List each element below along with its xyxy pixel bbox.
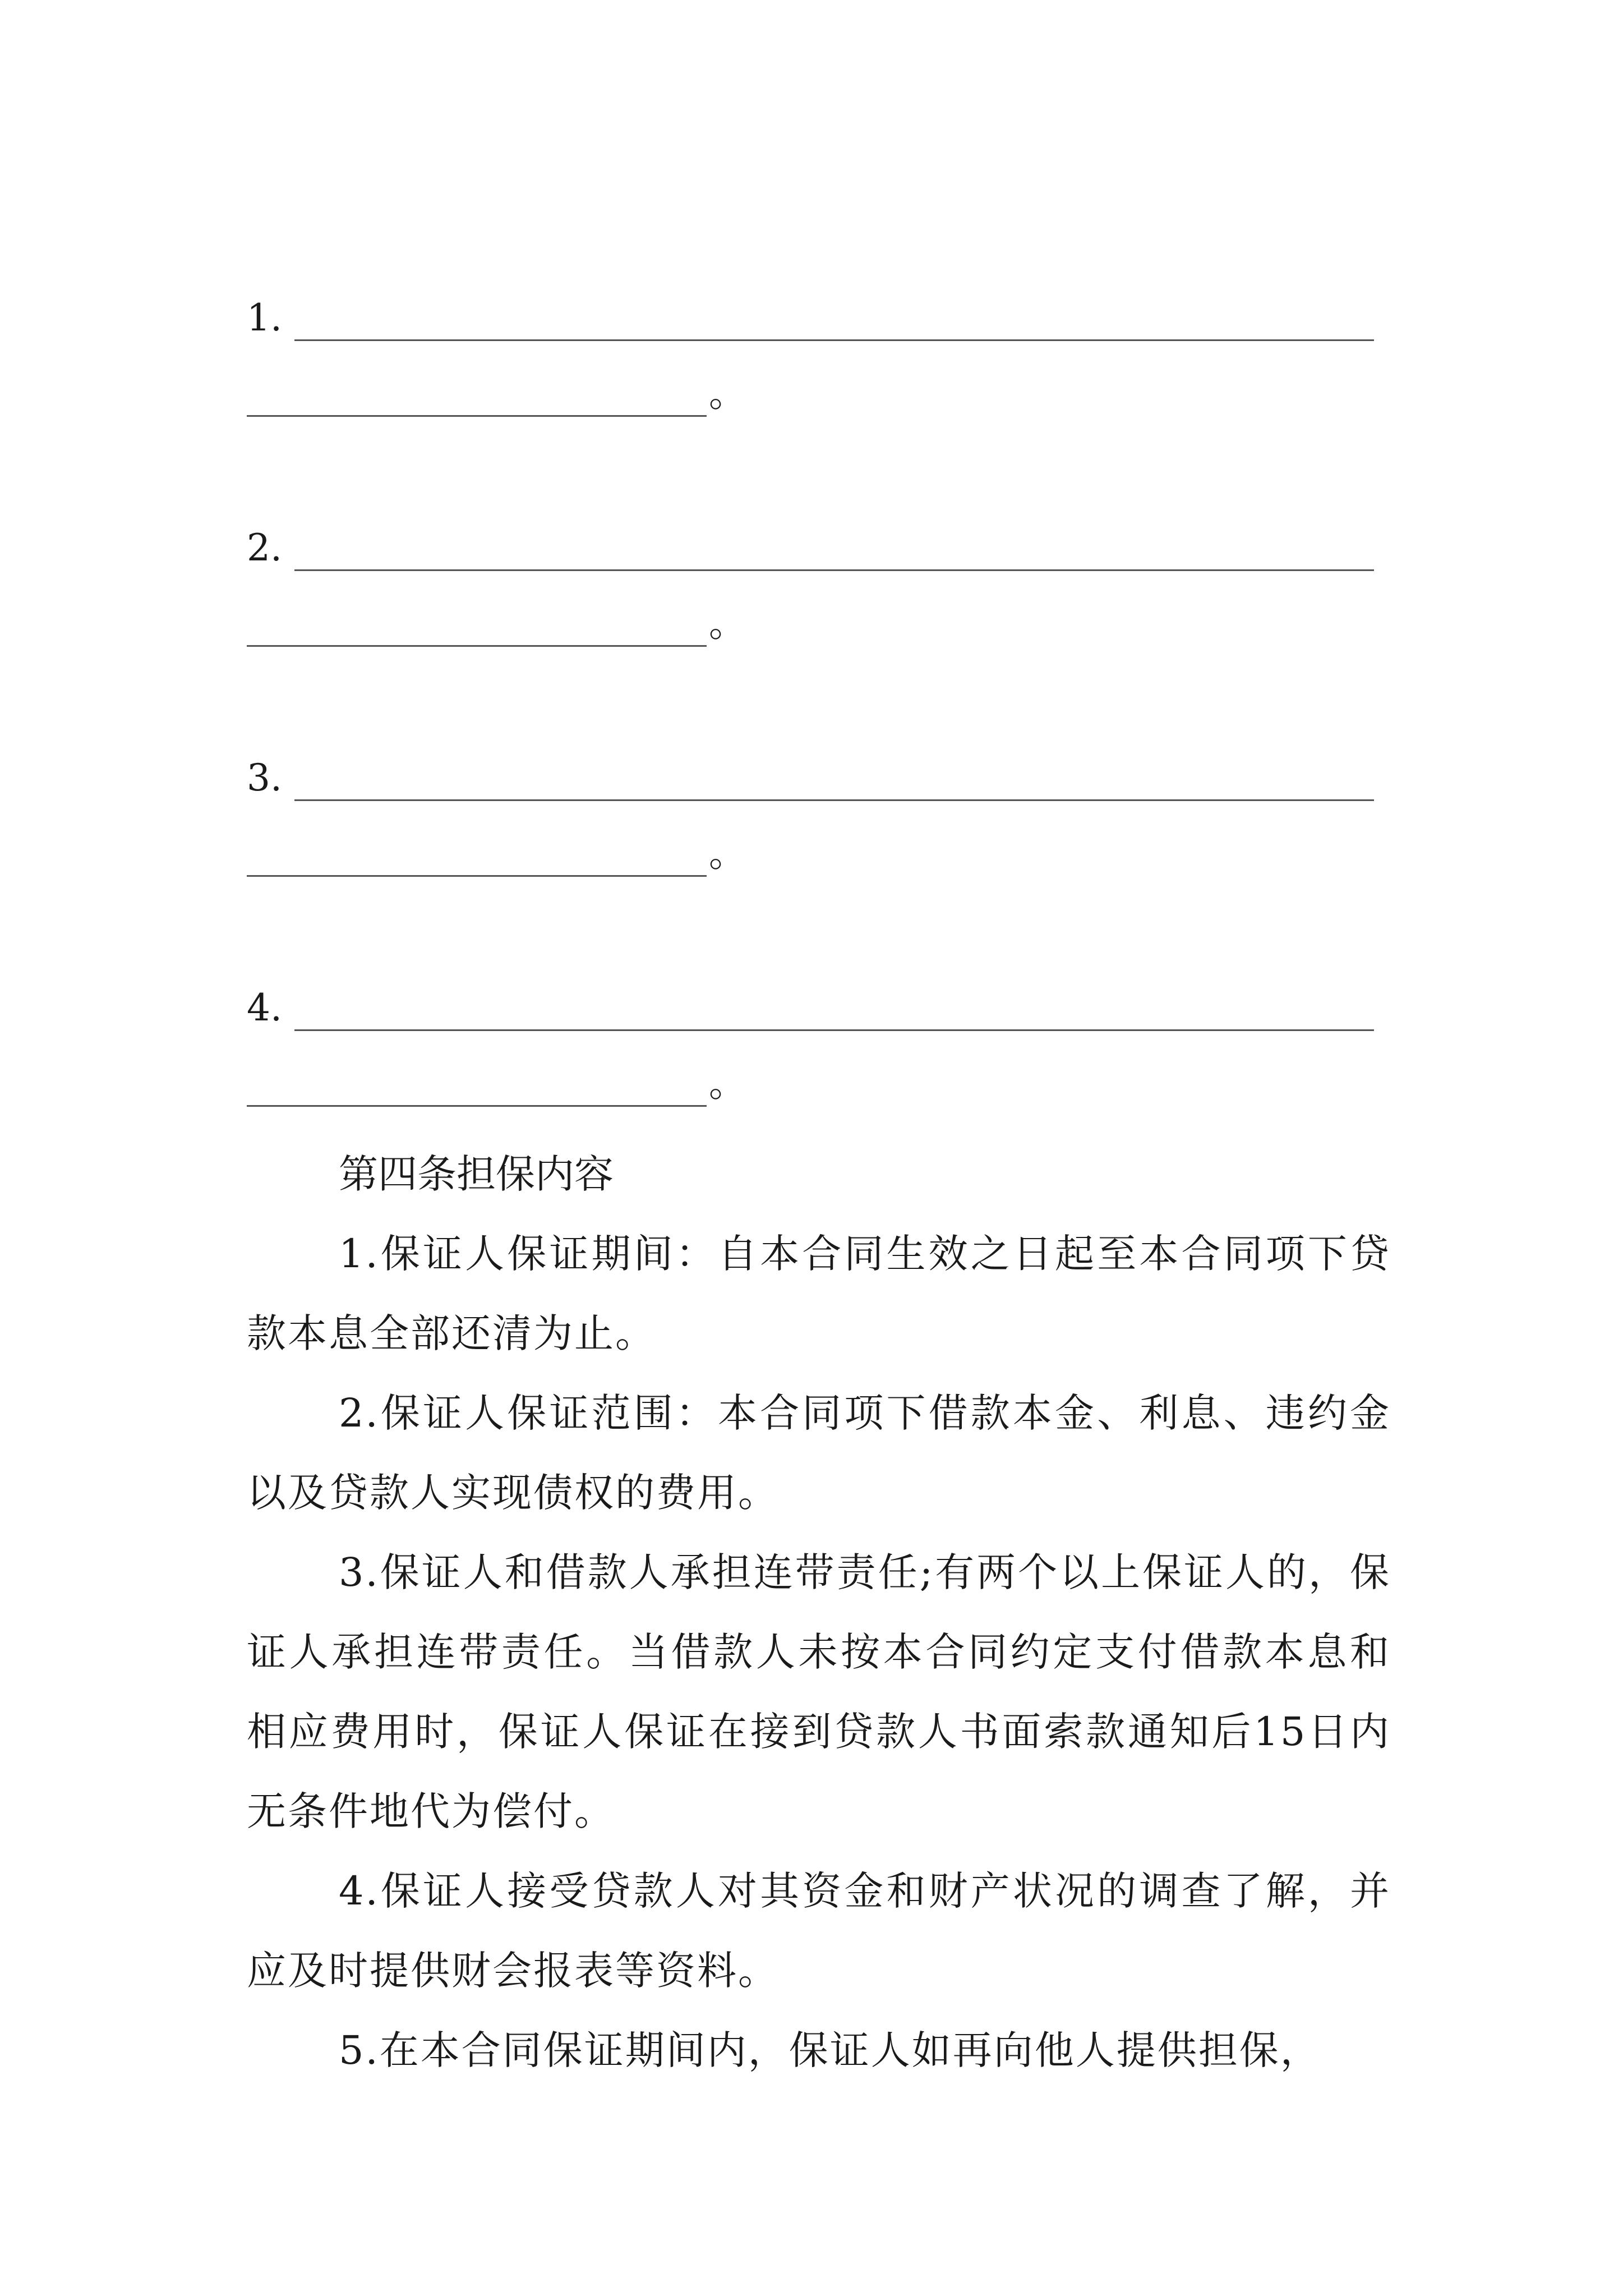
fill-in-underline[interactable]: [294, 339, 1374, 341]
blank-item-period: 。: [709, 372, 746, 415]
blank-line-second: [247, 363, 808, 425]
article-paragraph-1: 1.保证人保证期间：自本合同生效之日起至本合同项下贷款本息全部还清为止。: [247, 1231, 1391, 1356]
blank-item-number: 2.: [247, 526, 282, 569]
blank-item-period: 。: [709, 1062, 746, 1105]
blank-item-number: 3.: [247, 756, 282, 799]
blank-item-number: 4.: [247, 986, 282, 1029]
article-paragraph-3: 3.保证人和借款人承担连带责任;有两个以上保证人的，保证人承担连带责任。当借款人未按本合同约定支付借款本息和相应费用时，保证人保证在接到贷款人书面索款通知后15日内无条件地代为偿付。: [247, 1549, 1391, 1834]
blank-line-second: [247, 1053, 808, 1115]
blank-item-1: [247, 287, 1374, 433]
article-title: 第四条担保内容: [339, 1151, 614, 1197]
blank-item-number: 1.: [247, 296, 282, 339]
blank-line-first: [247, 977, 1374, 1039]
fill-in-underline[interactable]: [247, 645, 707, 647]
blank-line-second: [247, 823, 808, 885]
fill-in-underline[interactable]: [247, 415, 707, 417]
fill-in-underline[interactable]: [294, 799, 1374, 801]
blank-item-2: [247, 517, 1374, 663]
blank-line-first: [247, 747, 1374, 809]
fill-in-underline[interactable]: [294, 1029, 1374, 1031]
article-four: [247, 1134, 1391, 2090]
fill-in-underline[interactable]: [294, 569, 1374, 571]
blank-item-period: 。: [709, 832, 746, 875]
blank-line-first: [247, 287, 1374, 349]
article-paragraph-5: 5.在本合同保证期间内，保证人如再向他人提供担保，: [339, 2027, 1321, 2073]
blank-item-4: [247, 977, 1374, 1123]
blank-item-period: 。: [709, 602, 746, 645]
article-paragraph-4: 4.保证人接受贷款人对其资金和财产状况的调查了解，并应及时提供财会报表等资料。: [247, 1868, 1391, 1994]
fill-in-underline[interactable]: [247, 875, 707, 877]
blank-line-first: [247, 517, 1374, 579]
blank-line-second: [247, 593, 808, 655]
blank-item-3: [247, 747, 1374, 893]
fill-in-underline[interactable]: [247, 1105, 707, 1107]
article-paragraph-2: 2.保证人保证范围：本合同项下借款本金、利息、违约金以及贷款人实现债权的费用。: [247, 1390, 1391, 1516]
